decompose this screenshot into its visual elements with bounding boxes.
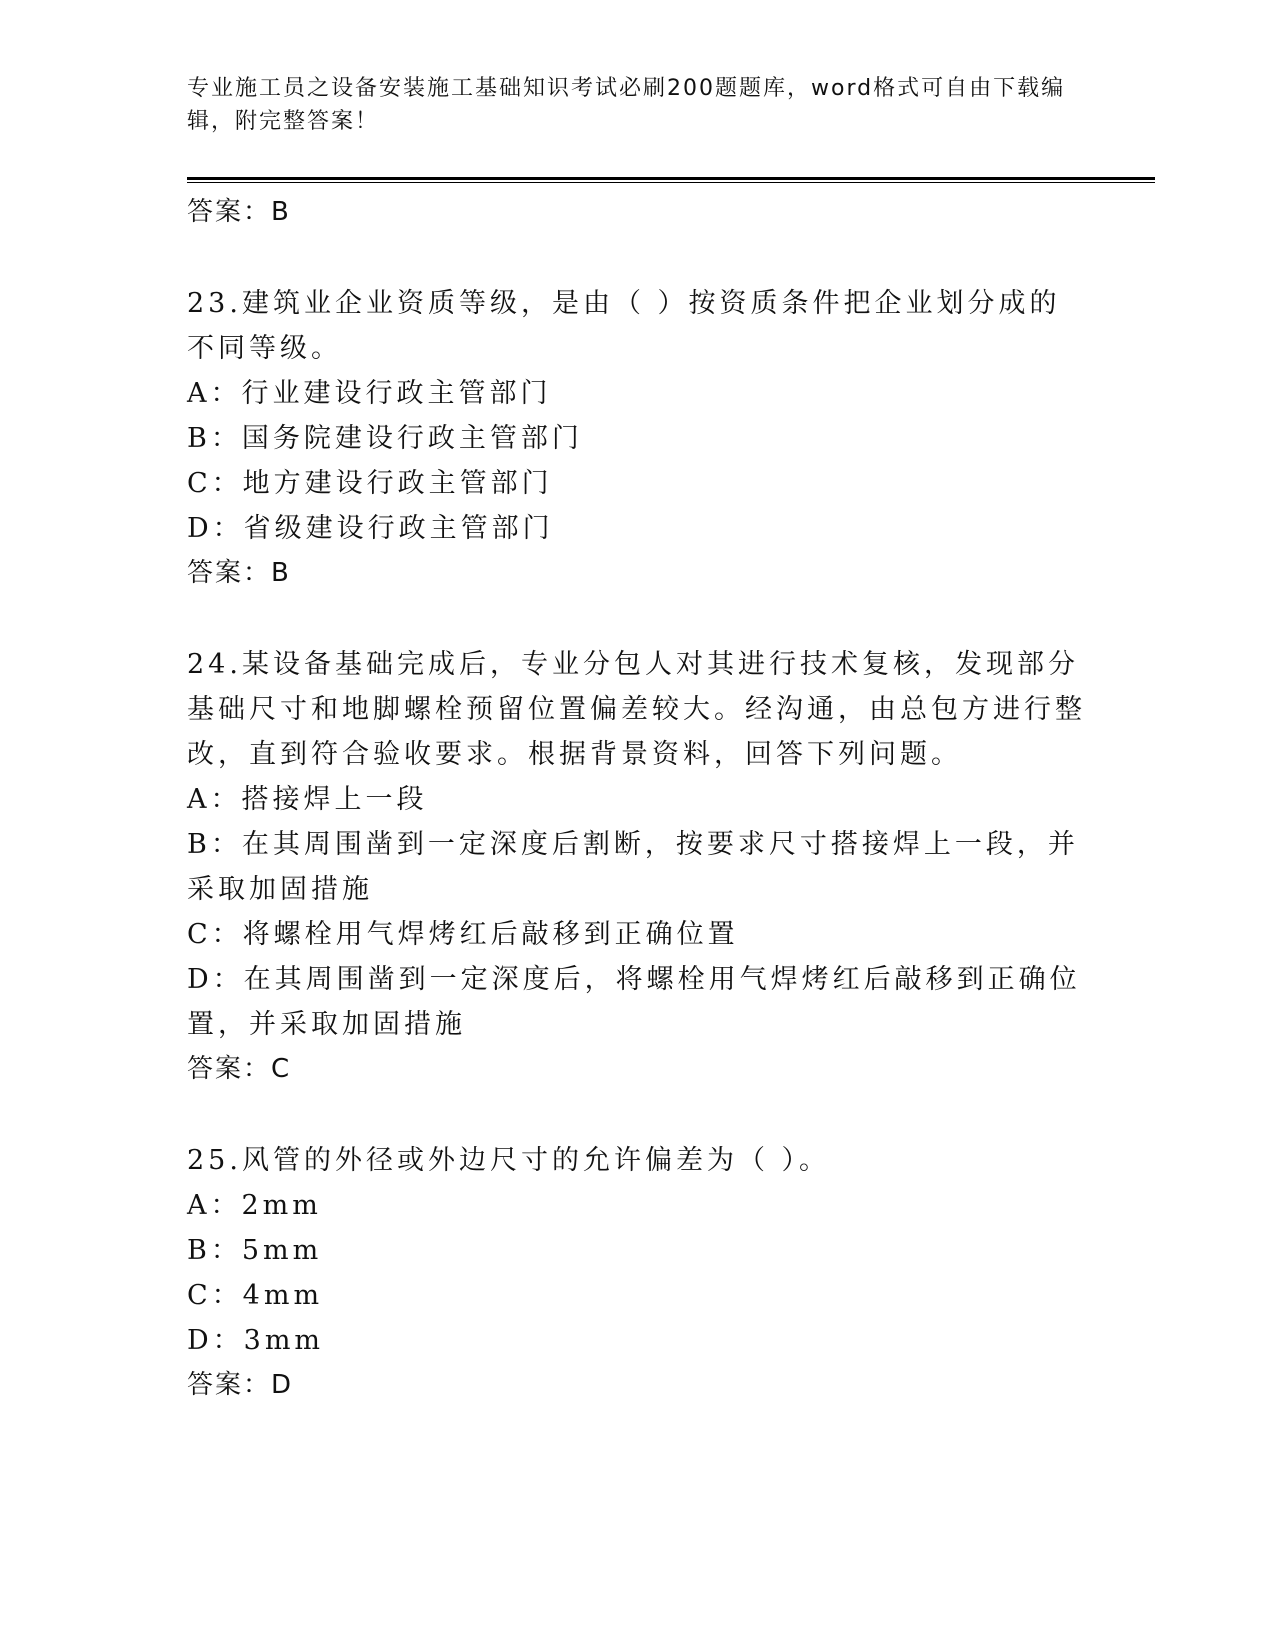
option-a: A：2mm xyxy=(187,1190,322,1221)
option-a: A：搭接焊上一段 xyxy=(187,784,428,815)
question-23 xyxy=(187,281,1087,595)
question-answer: 答案：C xyxy=(187,1054,292,1084)
question-stem: 23.建筑业企业资质等级，是由（ ）按资质条件把企业划分成的不同等级。 xyxy=(187,288,1061,364)
option-d: D：在其周围凿到一定深度后，将螺栓用气焊烤红后敲移到正确位置，并采取加固措施 xyxy=(187,964,1081,1040)
previous-answer: 答案：B xyxy=(187,197,291,227)
option-b: B：5mm xyxy=(187,1235,323,1266)
question-stem: 25.风管的外径或外边尺寸的允许偏差为（ ）。 xyxy=(187,1145,831,1176)
question-list xyxy=(187,190,1087,1407)
option-c: C：4mm xyxy=(187,1280,324,1311)
question-24 xyxy=(187,642,1087,1091)
question-25 xyxy=(187,1138,1087,1407)
option-b: B：在其周围凿到一定深度后割断，按要求尺寸搭接焊上一段，并采取加固措施 xyxy=(187,829,1079,905)
header-rule-thin xyxy=(187,182,1155,183)
option-b: B：国务院建设行政主管部门 xyxy=(187,423,583,454)
option-c: C：将螺栓用气焊烤红后敲移到正确位置 xyxy=(187,919,739,950)
question-answer: 答案：D xyxy=(187,1370,294,1400)
option-d: D：省级建设行政主管部门 xyxy=(187,513,554,544)
question-answer: 答案：B xyxy=(187,558,291,588)
question-stem: 24.某设备基础完成后，专业分包人对其进行技术复核，发现部分基础尺寸和地脚螺栓预留位置偏差较大。经沟通，由总包方进行整改，直到符合验收要求。根据背景资料，回答下列问题。 xyxy=(187,649,1086,770)
option-a: A：行业建设行政主管部门 xyxy=(187,378,552,409)
option-c: C：地方建设行政主管部门 xyxy=(187,468,553,499)
header-rule-thick xyxy=(187,177,1155,180)
document-header: 专业施工员之设备安装施工基础知识考试必刷200题题库，word格式可自由下载编辑，附完整答案！ xyxy=(187,76,1066,134)
option-d: D：3mm xyxy=(187,1325,325,1356)
